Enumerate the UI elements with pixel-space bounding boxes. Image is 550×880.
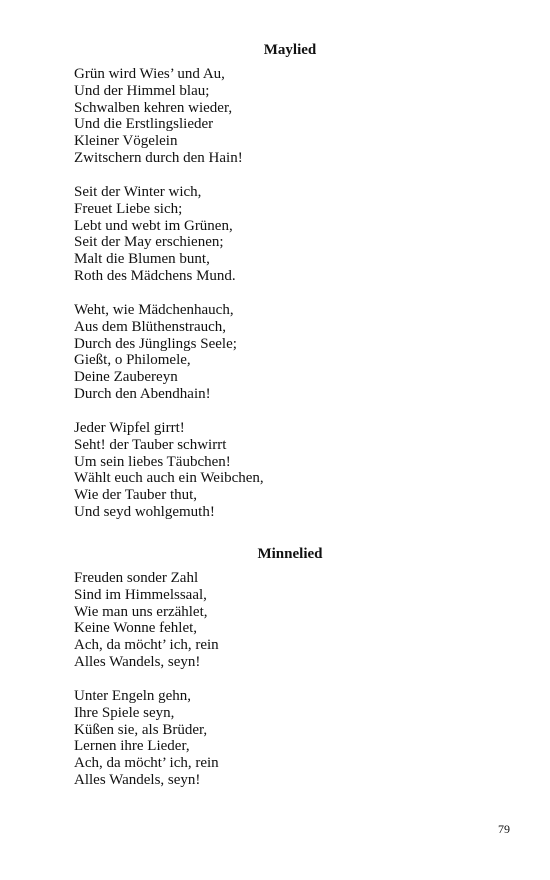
poem1-stanza-4 (74, 420, 514, 521)
poem-line: Lernen ihre Lieder, (74, 738, 190, 755)
poem-line: Ihre Spiele seyn, (74, 704, 175, 721)
poem-line: Schwalben kehren wieder, (74, 99, 233, 116)
poem-line: Seit der Winter wich, (74, 184, 202, 200)
poem-line: Grün wird Wies’ und Au, (74, 66, 225, 82)
poem-line: Wählt euch auch ein Weibchen, (74, 470, 264, 487)
poem-line: Ach, da möcht’ ich, rein (74, 637, 219, 654)
poem-line: Gießt, o Philomele, (74, 352, 191, 369)
poem1-stanza-3 (74, 302, 514, 403)
poem-line: Sind im Himmelssaal, (74, 586, 207, 603)
poem-line: Ach, da möcht’ ich, rein (74, 755, 219, 772)
poem-line: Keine Wonne fehlet, (74, 620, 198, 637)
poem-line: Freuet Liebe sich; (74, 200, 183, 217)
poem2-stanza-2 (74, 688, 514, 789)
poem-line: Wie der Tauber thut, (74, 487, 198, 504)
poem-line: Alles Wandels, seyn! (74, 653, 201, 670)
poem-line: Durch den Abendhain! (74, 385, 211, 402)
poem-line: Seht! der Tauber schwirrt (74, 436, 227, 453)
poem-line: Freuden sonder Zahl (74, 570, 199, 586)
poem-line: Um sein liebes Täubchen! (74, 453, 231, 470)
poem-line: Und die Erstlingslieder (74, 116, 214, 133)
poem1-stanza-2 (74, 184, 514, 285)
poem-line: Und seyd wohlgemuth! (74, 503, 215, 520)
poem-line: Jeder Wipfel girrt! (74, 420, 185, 436)
poem-line: Und der Himmel blau; (74, 82, 210, 99)
poem-line: Aus dem Blüthenstrauch, (74, 318, 227, 335)
poem-line: Malt die Blumen bunt, (74, 251, 210, 268)
poem-line: Wie man uns erzählet, (74, 603, 208, 620)
poem-line: Seit der May erschienen; (74, 234, 224, 251)
poem-line: Durch des Jünglings Seele; (74, 335, 237, 352)
poem-line: Lebt und webt im Grünen, (74, 217, 233, 234)
poem-title-maylied: Maylied (263, 42, 317, 58)
poem-line: Zwitschern durch den Hain! (74, 149, 243, 166)
poem-line: Weht, wie Mädchenhauch, (74, 302, 234, 318)
page-number: 79 (498, 822, 510, 836)
poem-line: Unter Engeln gehn, (74, 688, 192, 704)
poem2-stanza-1 (74, 570, 514, 671)
poem-line: Küßen sie, als Brüder, (74, 721, 208, 738)
poem-line: Kleiner Vögelein (74, 133, 178, 150)
poem-line: Roth des Mädchens Mund. (74, 267, 236, 284)
poem-line: Alles Wandels, seyn! (74, 771, 201, 788)
poem-line: Deine Zaubereyn (74, 369, 178, 386)
poem-title-minnelied: Minnelied (257, 546, 323, 562)
poem1-stanza-1 (74, 66, 514, 167)
